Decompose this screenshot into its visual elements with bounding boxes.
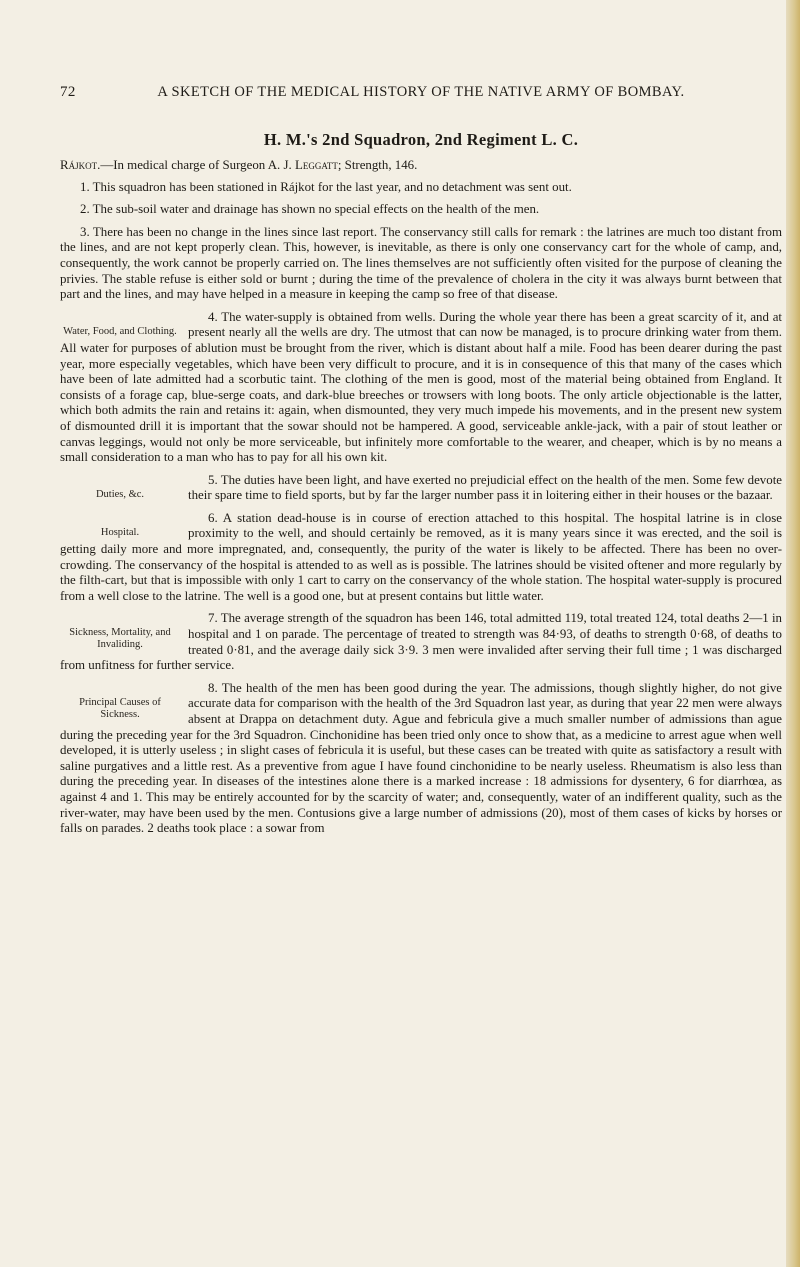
paragraph-2 bbox=[60, 202, 782, 218]
page-header bbox=[60, 84, 782, 106]
paragraph-5 bbox=[60, 473, 782, 504]
paragraph-text: 4. The water-supply is obtained from wells. During the whole year there has been a great scarcity of it, and at present nearly all the wells are dry. The utmost that can now be managed, is to procure drinking water from them. All water for purposes of ablution must be brought from the river, which is distant about half a mile. Food has been dearer during the past year, more especially vegetables, which have been very difficult to procure, and it is in consequence of this that many of the cases which have been of late admitted had a scorbutic taint. The clothing of the men is good, most of the material being obtained from England. It consists of a forage cap, blue-serge coats, and dark-blue breeches or trowsers with long boots. The only article objectionable is the latter, which both admits the rain and retains it: again, when dismounted, they very much impede his movements, and in the present new system of dismounted drill it is important that the sowar should not be hampered. A good, serviceable ankle-jack, with a pair of stout leather or canvas leggings, would not only be more serviceable, but infinitely more comfortable to the wearer, and cheaper, which is by no means a small consideration to a man who has to pay for all his own kit. bbox=[60, 309, 782, 465]
paragraph-text: 7. The average strength of the squadron has been 146, total admitted 119, total treated 124, total deaths 2—1 in hospital and 1 on parade. The percentage of treated to strength was 84·93, of deaths to strength 0·68, of deaths to treated 0·81, and the average daily sick 3·9. 3 men were invalided after serving their full time ; 1 was discharged from unfitness for further service. bbox=[60, 611, 782, 673]
margin-note-water-food-clothing: Water, Food, and Clothing. bbox=[63, 325, 177, 337]
running-head: A SKETCH OF THE MEDICAL HISTORY OF THE NATIVE ARMY OF BOMBAY. bbox=[157, 84, 685, 100]
paragraph-text: 8. The health of the men has been good during the year. The admissions, though slightly higher, do not give accurate data for comparison with the health of the 3rd Squadron last year, as during that year 22 men were always absent at Drappa on detachment duty. Ague and febricula give a much smaller number of admissions than ague during the preceding year for the 3rd Squadron. Cinchonidine has been tried only once to show that, as a medicine to arrest ague when well developed, it is utterly useless ; in slight cases of febricula it is useful, but these cases can be treated with quite as satisfactory a result with saline purgatives and a little rest. As a preventive from ague I have found cinchonidine to be nearly useless. Rheumatism is also less than during the preceding year. In diseases of the intestines alone there is a marked increase : 18 admissions for dysentery, 6 for diarrhœa, as against 4 and 1. This may be entirely accounted for by the scarcity of water; and, consequently, water of an indifferent quality, such as the river-water, may have been used by the men. Contusions give a large number of admissions (20), most of them cases of kicks by horses or falls on parades. 2 deaths took place : a sowar from bbox=[60, 680, 782, 836]
intro-strength: ; Strength, 146. bbox=[337, 158, 418, 172]
margin-note-causes-of-sickness: Principal Causes of Sickness. bbox=[79, 696, 161, 720]
margin-note-hospital: Hospital. bbox=[100, 526, 140, 538]
page-content bbox=[60, 84, 782, 844]
station-name: Rájkot. bbox=[60, 158, 101, 172]
paragraph-4 bbox=[60, 310, 782, 466]
section-title: H. M.'s 2nd Squadron, 2nd Regiment L. C. bbox=[263, 130, 579, 149]
margin-note-sickness-mortality: Sickness, Mortality, and Invaliding. bbox=[69, 627, 171, 651]
paragraph-text: 1. This squadron has been stationed in Rájkot for the last year, and no detachment was sent out. bbox=[80, 179, 572, 194]
paragraph-7 bbox=[60, 611, 782, 673]
paragraph-text: 3. There has been no change in the lines since last report. The conservancy still calls for remark : the latrines are much too distant from the lines, and are not kept properly clean. This, however, is inevitable, as there is only one conservancy cart for the whole of camp, and, consequently, the work cannot be properly carried on. The lines themselves are not sufficiently often visited for the purpose of cleaning the privies. The stable refuse is either sold or burnt ; during the time of the prevalence of cholera in the city it was always burnt between that part and the lines, and may have helped in a measure in keeping the camp so free of that disease. bbox=[60, 224, 782, 302]
paragraph-8 bbox=[60, 681, 782, 837]
margin-note-duties: Duties, &c. bbox=[95, 488, 145, 500]
paragraph-text: 5. The duties have been light, and have exerted no prejudicial effect on the health of the men. Some few devote their spare time to field sports, but by far the larger number pass it in loitering either in their houses or the bazaar. bbox=[188, 472, 782, 503]
paragraph-text: 6. A station dead-house is in course of erection attached to this hospital. The hospital latrine is in close proximity to the well, and should certainly be removed, as it is many years since it was erected, and the soil is getting daily more and more impregnated, and, consequently, the purity of the water is likely to be affected. There has been no over-crowding. The conservancy of the hospital is attended to as well as is possible. The latrines should be visited oftener and more regularly by the filth-cart, but that is impossible with only 1 cart to carry on the conservancy of the whole station. The hospital water-supply is procured from a well close to the latrine. The well is a good one, but at present contains but little water. bbox=[60, 510, 782, 603]
paragraph-6 bbox=[60, 511, 782, 605]
page-number: 72 bbox=[60, 84, 76, 100]
intro-line bbox=[60, 158, 782, 174]
paragraph-1 bbox=[60, 180, 782, 196]
paragraph-3 bbox=[60, 225, 782, 303]
paragraph-text: 2. The sub-soil water and drainage has shown no special effects on the health of the men. bbox=[80, 202, 540, 217]
surgeon-name: Leggatt bbox=[294, 158, 338, 172]
intro-text: —In medical charge of Surgeon A. J. bbox=[100, 158, 295, 172]
page-edge bbox=[786, 0, 800, 1267]
